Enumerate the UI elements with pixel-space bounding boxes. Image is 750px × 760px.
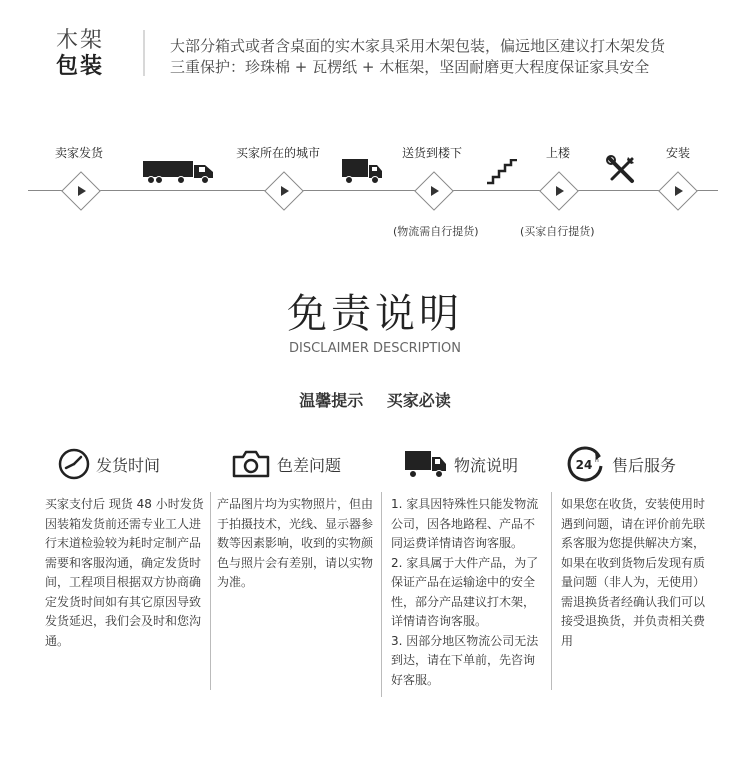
column-after-sales-text: 如果您在收货，安装使用时遇到问题，请在评价前先联系客服为您提供解决方案，如果在收到货物后发现有质量问题（非人为，无使用）需退换货者经确认我们可以接受退换货，并负责相关费用 (561, 497, 706, 648)
tips-heading (0, 388, 750, 411)
note-buyer-pickup: (买家自行提货) (520, 225, 595, 238)
disclaimer-title: 免责说明 (287, 291, 463, 337)
header-title-line2: 包装 (56, 54, 105, 79)
column-logistics-text (391, 495, 546, 690)
column-heading-label: 发货时间 (96, 455, 161, 475)
header-divider (143, 30, 145, 76)
play-icon (78, 186, 86, 196)
header-text-line2: 三重保护：珍珠棉 + 瓦楞纸 + 木框架，坚固耐磨更大程度保证家具安全 (170, 58, 650, 76)
column-color-diff-text: 产品图片均为实物照片，但由于拍摄技术，光线、显示器参数等因素影响，收到的实物颜色与照片会有差别，请以实物为准。 (217, 497, 374, 589)
column-divider (551, 492, 552, 690)
column-heading-label: 物流说明 (454, 455, 519, 475)
play-icon (431, 186, 439, 196)
24h-service-icon (566, 446, 606, 482)
process-line (28, 190, 718, 191)
tip-buyer-must-read: 买家必读 (386, 391, 451, 410)
step-seller-ship: 卖家发货 (55, 146, 104, 160)
stairs-icon (486, 159, 518, 185)
column-shipping-time-heading (58, 446, 160, 482)
delivery-truck-icon (342, 157, 384, 185)
column-heading-label: 售后服务 (612, 455, 677, 475)
svg-text:24: 24 (575, 458, 593, 472)
column-color-diff-heading (231, 446, 341, 482)
column-heading-label: 色差问题 (277, 455, 342, 475)
header-title (56, 28, 116, 80)
svg-text:h: h (595, 457, 599, 464)
play-icon (675, 186, 683, 196)
column-shipping-time-text: 买家支付后 现货 48 小时发货 因装箱发货前还需专业工人进行末道检验较为耗时定制产品需要和客服沟通，确定发货时间，工程项目根据双方协商确定发货时间如有其它原因导致发货延迟，我们会及时和您沟通。 (45, 497, 204, 648)
step-buyer-city: 买家所在的城市 (236, 146, 321, 160)
large-truck-icon (143, 159, 215, 185)
note-logistics-pickup: (物流需自行提货) (393, 225, 479, 238)
header-title-line1: 木架 (56, 28, 105, 53)
logistics-line-1: 1. 家具因特殊性只能发物流公司，因各地路程、产品不同运费详情请咨询客服。 (391, 497, 539, 550)
truck-icon (404, 449, 448, 479)
column-divider (210, 492, 211, 690)
column-divider (381, 492, 382, 697)
tools-icon (606, 155, 636, 185)
play-icon (281, 186, 289, 196)
step-upstairs: 上楼 (546, 146, 571, 160)
column-after-sales-heading (566, 446, 676, 482)
header-text-line1: 大部分箱式或者含桌面的实木家具采用木架包装，偏远地区建议打木架发货 (170, 37, 666, 55)
clock-icon (58, 448, 90, 480)
column-logistics-heading (404, 446, 518, 482)
header-description (170, 36, 665, 78)
tip-warm-reminder: 温馨提示 (299, 391, 364, 410)
camera-icon (231, 449, 271, 479)
step-install: 安装 (666, 146, 691, 160)
step-deliver-downstairs: 送货到楼下 (402, 146, 463, 160)
logistics-line-2: 2. 家具属于大件产品，为了保证产品在运输途中的安全性，部分产品建议打木架，详情请咨询客服。 (391, 555, 539, 628)
disclaimer-subtitle: DISCLAIMER DESCRIPTION (288, 341, 462, 356)
play-icon (556, 186, 564, 196)
logistics-line-3: 3. 因部分地区物流公司无法到达，请在下单前，先咨询好客服。 (391, 633, 539, 687)
